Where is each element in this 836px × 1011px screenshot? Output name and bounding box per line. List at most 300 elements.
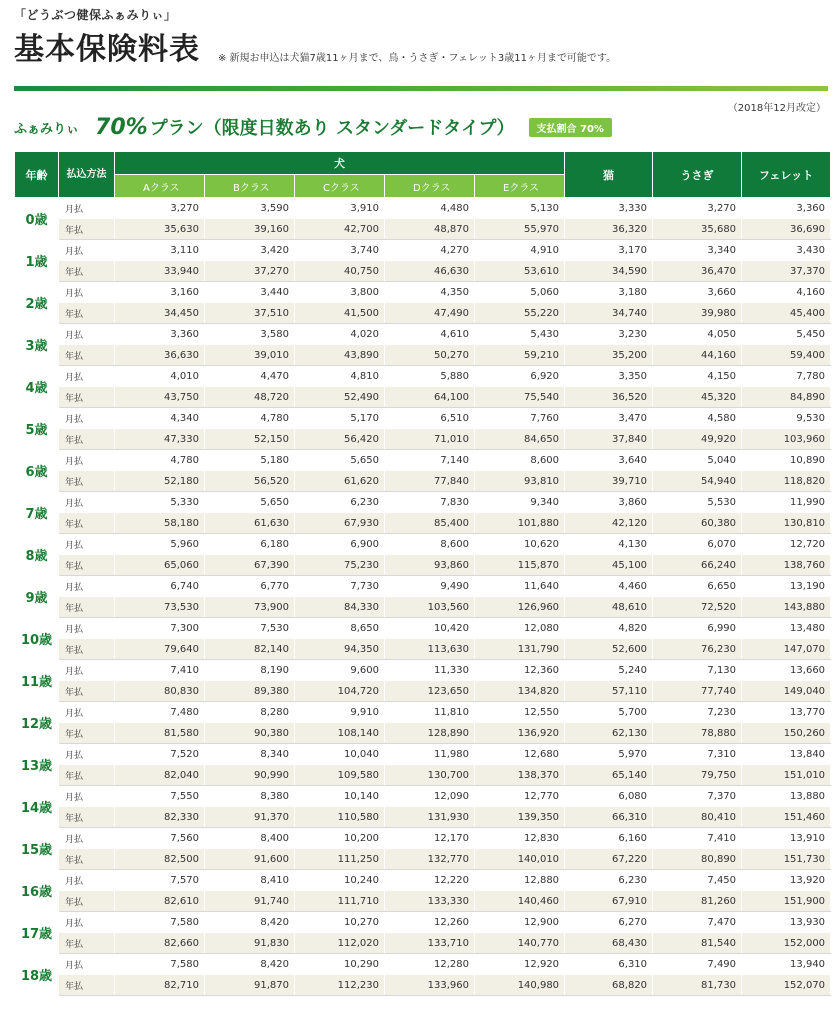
premium-cell: 7,300 xyxy=(115,618,205,639)
table-row-annual xyxy=(15,807,831,828)
premium-cell: 37,370 xyxy=(742,261,831,282)
premium-cell: 6,990 xyxy=(653,618,742,639)
premium-cell: 5,040 xyxy=(653,450,742,471)
age-cell: 18歳 xyxy=(15,954,59,996)
table-row-annual xyxy=(15,471,831,492)
premium-cell: 61,630 xyxy=(205,513,295,534)
premium-cell: 50,270 xyxy=(385,345,475,366)
age-cell: 11歳 xyxy=(15,660,59,702)
premium-cell: 10,290 xyxy=(295,954,385,975)
age-cell: 9歳 xyxy=(15,576,59,618)
premium-cell: 4,580 xyxy=(653,408,742,429)
table-row-annual xyxy=(15,555,831,576)
dog-class-a-header: Aクラス xyxy=(115,175,205,198)
premium-cell: 36,520 xyxy=(565,387,653,408)
age-cell: 17歳 xyxy=(15,912,59,954)
premium-cell: 10,890 xyxy=(742,450,831,471)
premium-cell: 7,580 xyxy=(115,912,205,933)
payment-annual-label: 年払 xyxy=(59,891,115,912)
premium-cell: 149,040 xyxy=(742,681,831,702)
premium-cell: 43,890 xyxy=(295,345,385,366)
age-cell: 7歳 xyxy=(15,492,59,534)
premium-cell: 57,110 xyxy=(565,681,653,702)
premium-cell: 133,960 xyxy=(385,975,475,996)
age-cell: 14歳 xyxy=(15,786,59,828)
premium-cell: 4,780 xyxy=(205,408,295,429)
premium-cell: 81,540 xyxy=(653,933,742,954)
table-row-monthly xyxy=(15,366,831,387)
premium-cell: 60,380 xyxy=(653,513,742,534)
payment-annual-label: 年払 xyxy=(59,681,115,702)
premium-cell: 10,240 xyxy=(295,870,385,891)
payment-monthly-label: 月払 xyxy=(59,702,115,723)
premium-cell: 58,180 xyxy=(115,513,205,534)
premium-cell: 77,840 xyxy=(385,471,475,492)
age-cell: 8歳 xyxy=(15,534,59,576)
payment-annual-label: 年払 xyxy=(59,975,115,996)
premium-cell: 45,400 xyxy=(742,303,831,324)
premium-cell: 111,250 xyxy=(295,849,385,870)
payment-annual-label: 年払 xyxy=(59,807,115,828)
premium-cell: 33,940 xyxy=(115,261,205,282)
premium-cell: 13,840 xyxy=(742,744,831,765)
premium-cell: 4,350 xyxy=(385,282,475,303)
revision-date: （2018年12月改定） xyxy=(727,103,826,114)
premium-cell: 91,830 xyxy=(205,933,295,954)
premium-cell: 11,810 xyxy=(385,702,475,723)
premium-cell: 147,070 xyxy=(742,639,831,660)
table-row-annual xyxy=(15,723,831,744)
premium-cell: 4,270 xyxy=(385,240,475,261)
premium-cell: 4,610 xyxy=(385,324,475,345)
payment-annual-label: 年払 xyxy=(59,261,115,282)
premium-cell: 40,750 xyxy=(295,261,385,282)
premium-cell: 3,580 xyxy=(205,324,295,345)
premium-cell: 39,710 xyxy=(565,471,653,492)
premium-cell: 80,830 xyxy=(115,681,205,702)
premium-cell: 8,600 xyxy=(475,450,565,471)
premium-cell: 3,350 xyxy=(565,366,653,387)
premium-cell: 61,620 xyxy=(295,471,385,492)
premium-cell: 42,700 xyxy=(295,219,385,240)
premium-cell: 90,380 xyxy=(205,723,295,744)
premium-cell: 6,900 xyxy=(295,534,385,555)
payment-annual-label: 年払 xyxy=(59,345,115,366)
premium-cell: 13,190 xyxy=(742,576,831,597)
premium-cell: 3,230 xyxy=(565,324,653,345)
premium-cell: 8,380 xyxy=(205,786,295,807)
table-row-annual xyxy=(15,513,831,534)
premium-cell: 13,920 xyxy=(742,870,831,891)
premium-cell: 79,640 xyxy=(115,639,205,660)
age-cell: 0歳 xyxy=(15,198,59,240)
premium-cell: 52,600 xyxy=(565,639,653,660)
premium-cell: 7,470 xyxy=(653,912,742,933)
age-cell: 6歳 xyxy=(15,450,59,492)
premium-cell: 6,160 xyxy=(565,828,653,849)
premium-cell: 82,330 xyxy=(115,807,205,828)
premium-cell: 47,490 xyxy=(385,303,475,324)
dog-class-c-header: Cクラス xyxy=(295,175,385,198)
table-row-monthly xyxy=(15,408,831,429)
age-cell: 13歳 xyxy=(15,744,59,786)
premium-cell: 3,270 xyxy=(653,198,742,219)
premium-cell: 94,350 xyxy=(295,639,385,660)
premium-cell: 37,270 xyxy=(205,261,295,282)
premium-cell: 3,660 xyxy=(653,282,742,303)
payment-monthly-label: 月払 xyxy=(59,870,115,891)
premium-cell: 3,160 xyxy=(115,282,205,303)
premium-cell: 64,100 xyxy=(385,387,475,408)
payment-annual-label: 年払 xyxy=(59,303,115,324)
premium-cell: 12,920 xyxy=(475,954,565,975)
payment-annual-label: 年払 xyxy=(59,723,115,744)
premium-cell: 45,100 xyxy=(565,555,653,576)
premium-cell: 82,710 xyxy=(115,975,205,996)
table-row-annual xyxy=(15,765,831,786)
premium-cell: 59,210 xyxy=(475,345,565,366)
table-row-annual xyxy=(15,975,831,996)
premium-cell: 48,870 xyxy=(385,219,475,240)
premium-cell: 110,580 xyxy=(295,807,385,828)
premium-cell: 10,200 xyxy=(295,828,385,849)
payment-annual-label: 年払 xyxy=(59,513,115,534)
premium-cell: 11,640 xyxy=(475,576,565,597)
dog-class-b-header: Bクラス xyxy=(205,175,295,198)
premium-cell: 12,880 xyxy=(475,870,565,891)
premium-cell: 143,880 xyxy=(742,597,831,618)
premium-cell: 6,740 xyxy=(115,576,205,597)
premium-cell: 9,340 xyxy=(475,492,565,513)
premium-cell: 77,740 xyxy=(653,681,742,702)
premium-cell: 112,230 xyxy=(295,975,385,996)
premium-cell: 133,330 xyxy=(385,891,475,912)
premium-cell: 8,340 xyxy=(205,744,295,765)
premium-cell: 12,720 xyxy=(742,534,831,555)
premium-cell: 5,450 xyxy=(742,324,831,345)
premium-cell: 112,020 xyxy=(295,933,385,954)
premium-cell: 34,450 xyxy=(115,303,205,324)
table-row-monthly xyxy=(15,702,831,723)
table-row-monthly xyxy=(15,324,831,345)
table-row-annual xyxy=(15,387,831,408)
premium-cell: 126,960 xyxy=(475,597,565,618)
premium-cell: 3,740 xyxy=(295,240,385,261)
premium-cell: 5,700 xyxy=(565,702,653,723)
ferret-header: フェレット xyxy=(742,152,831,198)
premium-cell: 36,320 xyxy=(565,219,653,240)
premium-cell: 81,730 xyxy=(653,975,742,996)
premium-cell: 5,650 xyxy=(205,492,295,513)
plan-name: ふぁみりぃ xyxy=(14,121,80,137)
table-row-annual xyxy=(15,933,831,954)
premium-cell: 6,920 xyxy=(475,366,565,387)
payment-annual-label: 年払 xyxy=(59,849,115,870)
premium-cell: 5,530 xyxy=(653,492,742,513)
table-row-monthly xyxy=(15,282,831,303)
page-title: 基本保険料表 xyxy=(14,32,200,67)
premium-cell: 130,700 xyxy=(385,765,475,786)
premium-cell: 68,430 xyxy=(565,933,653,954)
premium-cell: 75,230 xyxy=(295,555,385,576)
premium-cell: 7,410 xyxy=(115,660,205,681)
table-row-annual xyxy=(15,345,831,366)
premium-cell: 7,570 xyxy=(115,870,205,891)
premium-cell: 52,180 xyxy=(115,471,205,492)
premium-cell: 4,910 xyxy=(475,240,565,261)
premium-cell: 13,660 xyxy=(742,660,831,681)
premium-cell: 6,270 xyxy=(565,912,653,933)
premium-cell: 140,770 xyxy=(475,933,565,954)
premium-cell: 12,680 xyxy=(475,744,565,765)
premium-cell: 49,920 xyxy=(653,429,742,450)
premium-cell: 10,420 xyxy=(385,618,475,639)
payment-monthly-label: 月払 xyxy=(59,618,115,639)
payment-monthly-label: 月払 xyxy=(59,660,115,681)
premium-cell: 3,110 xyxy=(115,240,205,261)
premium-cell: 82,040 xyxy=(115,765,205,786)
premium-cell: 67,390 xyxy=(205,555,295,576)
premium-cell: 62,130 xyxy=(565,723,653,744)
payment-monthly-label: 月払 xyxy=(59,450,115,471)
premium-cell: 5,970 xyxy=(565,744,653,765)
age-cell: 16歳 xyxy=(15,870,59,912)
payment-monthly-label: 月払 xyxy=(59,240,115,261)
premium-cell: 81,580 xyxy=(115,723,205,744)
premium-cell: 152,000 xyxy=(742,933,831,954)
premium-cell: 151,460 xyxy=(742,807,831,828)
premium-cell: 7,310 xyxy=(653,744,742,765)
premium-cell: 10,140 xyxy=(295,786,385,807)
premium-cell: 4,020 xyxy=(295,324,385,345)
premium-cell: 36,470 xyxy=(653,261,742,282)
premium-cell: 8,400 xyxy=(205,828,295,849)
premium-cell: 35,200 xyxy=(565,345,653,366)
premium-cell: 138,760 xyxy=(742,555,831,576)
premium-cell: 46,630 xyxy=(385,261,475,282)
premium-cell: 6,770 xyxy=(205,576,295,597)
premium-cell: 7,580 xyxy=(115,954,205,975)
premium-cell: 5,960 xyxy=(115,534,205,555)
premium-cell: 93,810 xyxy=(475,471,565,492)
premium-cell: 55,220 xyxy=(475,303,565,324)
premium-cell: 4,340 xyxy=(115,408,205,429)
premium-cell: 128,890 xyxy=(385,723,475,744)
premium-cell: 91,870 xyxy=(205,975,295,996)
premium-cell: 66,310 xyxy=(565,807,653,828)
premium-cell: 80,410 xyxy=(653,807,742,828)
header-divider xyxy=(14,86,828,91)
table-row-monthly xyxy=(15,198,831,219)
premium-cell: 48,720 xyxy=(205,387,295,408)
premium-table-body xyxy=(15,198,831,996)
premium-cell: 115,870 xyxy=(475,555,565,576)
series-name: 「どうぶつ健保ふぁみりぃ」 xyxy=(14,8,177,22)
premium-cell: 13,930 xyxy=(742,912,831,933)
premium-cell: 82,610 xyxy=(115,891,205,912)
payment-monthly-label: 月払 xyxy=(59,912,115,933)
premium-cell: 133,710 xyxy=(385,933,475,954)
premium-cell: 84,890 xyxy=(742,387,831,408)
premium-cell: 91,740 xyxy=(205,891,295,912)
payment-annual-label: 年払 xyxy=(59,639,115,660)
payment-monthly-label: 月払 xyxy=(59,954,115,975)
premium-cell: 12,260 xyxy=(385,912,475,933)
premium-cell: 150,260 xyxy=(742,723,831,744)
premium-cell: 3,340 xyxy=(653,240,742,261)
premium-cell: 5,330 xyxy=(115,492,205,513)
table-row-monthly xyxy=(15,618,831,639)
premium-cell: 8,410 xyxy=(205,870,295,891)
premium-cell: 4,130 xyxy=(565,534,653,555)
age-cell: 2歳 xyxy=(15,282,59,324)
premium-cell: 139,350 xyxy=(475,807,565,828)
table-row-monthly xyxy=(15,492,831,513)
premium-cell: 7,520 xyxy=(115,744,205,765)
premium-cell: 140,980 xyxy=(475,975,565,996)
premium-cell: 4,050 xyxy=(653,324,742,345)
premium-cell: 5,240 xyxy=(565,660,653,681)
premium-cell: 4,010 xyxy=(115,366,205,387)
premium-cell: 6,650 xyxy=(653,576,742,597)
premium-cell: 140,010 xyxy=(475,849,565,870)
table-row-annual xyxy=(15,303,831,324)
age-cell: 12歳 xyxy=(15,702,59,744)
payment-method-header: 払込方法 xyxy=(59,152,115,198)
premium-cell: 67,930 xyxy=(295,513,385,534)
premium-cell: 56,420 xyxy=(295,429,385,450)
premium-cell: 81,260 xyxy=(653,891,742,912)
premium-cell: 131,930 xyxy=(385,807,475,828)
premium-cell: 3,180 xyxy=(565,282,653,303)
premium-cell: 89,380 xyxy=(205,681,295,702)
premium-cell: 3,170 xyxy=(565,240,653,261)
premium-cell: 55,970 xyxy=(475,219,565,240)
premium-cell: 132,770 xyxy=(385,849,475,870)
premium-cell: 12,900 xyxy=(475,912,565,933)
premium-cell: 140,460 xyxy=(475,891,565,912)
premium-cell: 71,010 xyxy=(385,429,475,450)
premium-cell: 76,230 xyxy=(653,639,742,660)
dog-class-d-header: Dクラス xyxy=(385,175,475,198)
premium-cell: 152,070 xyxy=(742,975,831,996)
premium-cell: 8,420 xyxy=(205,912,295,933)
premium-cell: 4,780 xyxy=(115,450,205,471)
premium-cell: 12,090 xyxy=(385,786,475,807)
table-row-annual xyxy=(15,261,831,282)
payment-monthly-label: 月払 xyxy=(59,576,115,597)
premium-cell: 5,180 xyxy=(205,450,295,471)
payment-monthly-label: 月払 xyxy=(59,324,115,345)
premium-cell: 36,630 xyxy=(115,345,205,366)
premium-cell: 45,320 xyxy=(653,387,742,408)
premium-table xyxy=(14,151,831,996)
table-row-monthly xyxy=(15,576,831,597)
premium-cell: 5,130 xyxy=(475,198,565,219)
premium-cell: 8,420 xyxy=(205,954,295,975)
premium-cell: 4,150 xyxy=(653,366,742,387)
premium-cell: 41,500 xyxy=(295,303,385,324)
premium-cell: 5,170 xyxy=(295,408,385,429)
premium-cell: 108,140 xyxy=(295,723,385,744)
premium-cell: 37,840 xyxy=(565,429,653,450)
premium-cell: 54,940 xyxy=(653,471,742,492)
table-row-annual xyxy=(15,849,831,870)
premium-cell: 118,820 xyxy=(742,471,831,492)
premium-cell: 13,770 xyxy=(742,702,831,723)
premium-cell: 3,270 xyxy=(115,198,205,219)
premium-cell: 13,940 xyxy=(742,954,831,975)
age-header: 年齢 xyxy=(15,152,59,198)
premium-cell: 123,650 xyxy=(385,681,475,702)
premium-cell: 84,650 xyxy=(475,429,565,450)
premium-cell: 103,560 xyxy=(385,597,475,618)
payment-monthly-label: 月払 xyxy=(59,366,115,387)
premium-cell: 4,820 xyxy=(565,618,653,639)
table-row-annual xyxy=(15,429,831,450)
premium-cell: 78,880 xyxy=(653,723,742,744)
premium-cell: 151,010 xyxy=(742,765,831,786)
premium-cell: 9,490 xyxy=(385,576,475,597)
premium-cell: 67,220 xyxy=(565,849,653,870)
premium-cell: 6,070 xyxy=(653,534,742,555)
premium-cell: 13,910 xyxy=(742,828,831,849)
premium-cell: 104,720 xyxy=(295,681,385,702)
premium-cell: 6,510 xyxy=(385,408,475,429)
premium-cell: 13,880 xyxy=(742,786,831,807)
premium-cell: 12,770 xyxy=(475,786,565,807)
premium-cell: 7,760 xyxy=(475,408,565,429)
premium-cell: 3,590 xyxy=(205,198,295,219)
premium-cell: 7,450 xyxy=(653,870,742,891)
premium-cell: 4,160 xyxy=(742,282,831,303)
age-cell: 5歳 xyxy=(15,408,59,450)
premium-cell: 4,480 xyxy=(385,198,475,219)
premium-cell: 7,830 xyxy=(385,492,475,513)
premium-cell: 56,520 xyxy=(205,471,295,492)
premium-cell: 52,150 xyxy=(205,429,295,450)
premium-cell: 12,220 xyxy=(385,870,475,891)
age-cell: 1歳 xyxy=(15,240,59,282)
premium-cell: 3,440 xyxy=(205,282,295,303)
premium-cell: 109,580 xyxy=(295,765,385,786)
premium-cell: 75,540 xyxy=(475,387,565,408)
payment-monthly-label: 月払 xyxy=(59,492,115,513)
premium-cell: 48,610 xyxy=(565,597,653,618)
table-row-monthly xyxy=(15,786,831,807)
premium-cell: 7,780 xyxy=(742,366,831,387)
premium-cell: 151,900 xyxy=(742,891,831,912)
premium-cell: 73,530 xyxy=(115,597,205,618)
premium-cell: 4,470 xyxy=(205,366,295,387)
premium-cell: 7,140 xyxy=(385,450,475,471)
table-row-annual xyxy=(15,891,831,912)
premium-cell: 35,630 xyxy=(115,219,205,240)
premium-cell: 82,660 xyxy=(115,933,205,954)
payment-annual-label: 年払 xyxy=(59,219,115,240)
premium-cell: 3,910 xyxy=(295,198,385,219)
premium-cell: 68,820 xyxy=(565,975,653,996)
payment-annual-label: 年払 xyxy=(59,597,115,618)
rabbit-header: うさぎ xyxy=(653,152,742,198)
table-row-monthly xyxy=(15,450,831,471)
premium-cell: 151,730 xyxy=(742,849,831,870)
table-row-annual xyxy=(15,597,831,618)
premium-cell: 65,140 xyxy=(565,765,653,786)
cat-header: 猫 xyxy=(565,152,653,198)
premium-cell: 3,360 xyxy=(115,324,205,345)
table-row-monthly xyxy=(15,912,831,933)
